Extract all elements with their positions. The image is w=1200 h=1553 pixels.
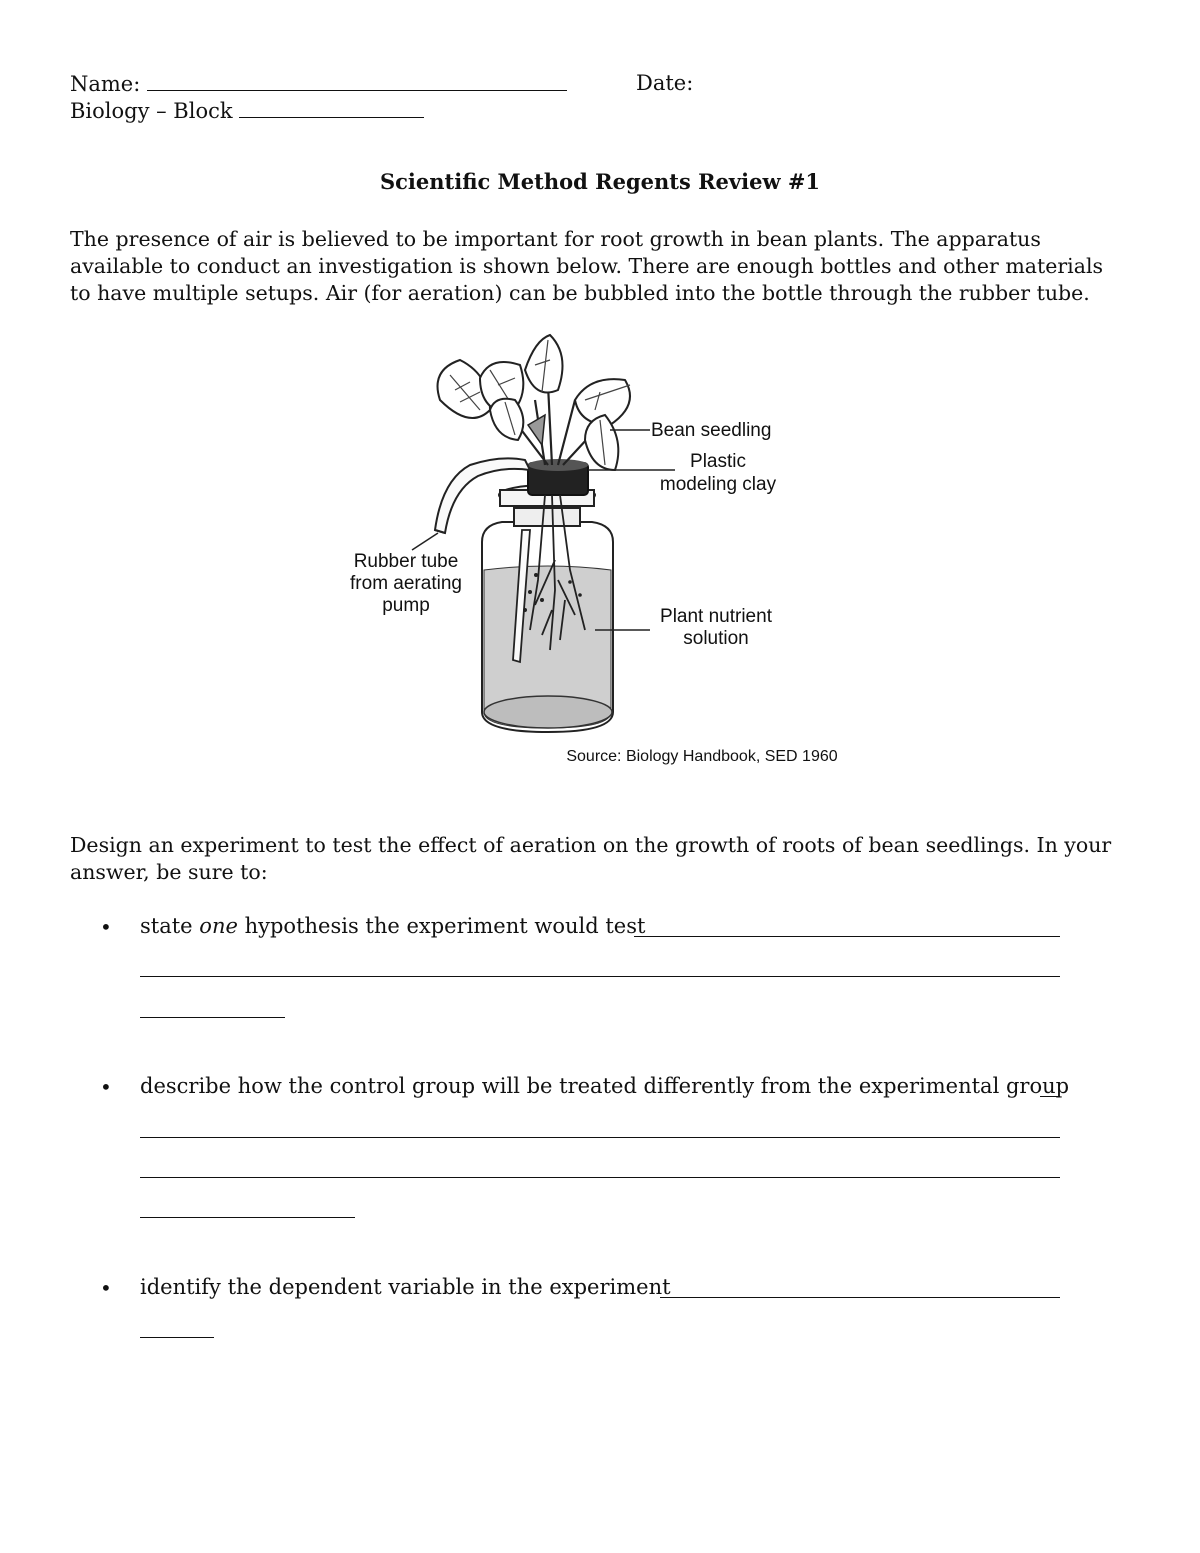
bullet-1-emphasis: one bbox=[199, 914, 238, 938]
figure-source: Source: Biology Handbook, SED 1960 bbox=[566, 748, 838, 765]
bottle-neck bbox=[514, 508, 580, 526]
date-label: Date: bbox=[636, 71, 694, 95]
label-bean-seedling: Bean seedling bbox=[651, 420, 772, 441]
leaf bbox=[525, 335, 563, 393]
answer-line[interactable] bbox=[1040, 1096, 1060, 1097]
answer-line[interactable] bbox=[140, 1137, 1060, 1138]
page-title: Scientific Method Regents Review #1 bbox=[379, 169, 821, 194]
block-label: Biology – Block bbox=[70, 99, 233, 123]
name-blank[interactable] bbox=[147, 70, 567, 91]
bullet-dot: • bbox=[100, 1276, 112, 1300]
label-clay-1: Plastic bbox=[690, 451, 746, 472]
leader-tube bbox=[412, 533, 438, 550]
bottle-base bbox=[484, 696, 612, 728]
apparatus-figure bbox=[330, 330, 870, 780]
label-solution-2: solution bbox=[683, 628, 749, 649]
bullet-dot: • bbox=[100, 915, 112, 939]
answer-line[interactable] bbox=[140, 1017, 285, 1018]
label-tube-3: pump bbox=[382, 595, 430, 616]
apparatus-diagram bbox=[330, 330, 870, 780]
bullet-1-pre: state bbox=[140, 914, 193, 938]
block-blank[interactable] bbox=[239, 97, 424, 118]
design-prompt: Design an experiment to test the effect of aeration on the growth of roots of bean seedlings. In your answer, be sure to: bbox=[70, 833, 1112, 884]
label-tube-1: Rubber tube bbox=[353, 551, 459, 572]
answer-line[interactable] bbox=[140, 1177, 1060, 1178]
answer-line[interactable] bbox=[140, 1217, 355, 1218]
answer-line[interactable] bbox=[634, 936, 1060, 937]
bullet-dot: • bbox=[100, 1075, 112, 1099]
bullet-1-text bbox=[140, 913, 645, 940]
label-tube-2: from aerating bbox=[350, 573, 462, 594]
label-clay-2: modeling clay bbox=[659, 474, 777, 495]
name-row bbox=[70, 70, 567, 98]
answer-line[interactable] bbox=[140, 1337, 214, 1338]
label-solution-1: Plant nutrient bbox=[660, 606, 772, 627]
block-row bbox=[70, 97, 424, 125]
name-label: Name: bbox=[70, 72, 141, 96]
answer-line[interactable] bbox=[140, 976, 1060, 977]
bullet-2-text: describe how the control group will be treated differently from the experimental group bbox=[140, 1074, 1070, 1098]
answer-line[interactable] bbox=[660, 1297, 1060, 1298]
intro-paragraph: The presence of air is believed to be important for root growth in bean plants. The apparatus available to conduct an investigation is shown below. There are enough bottles and other materials to have multiple setups. Air (for aeration) can be bubbled into the bottle through the rubber tube. bbox=[70, 227, 1104, 305]
leaf bbox=[490, 399, 523, 440]
bullet-1-post: hypothesis the experiment would test bbox=[244, 914, 646, 938]
bullet-3-text: identify the dependent variable in the experiment bbox=[140, 1275, 671, 1299]
